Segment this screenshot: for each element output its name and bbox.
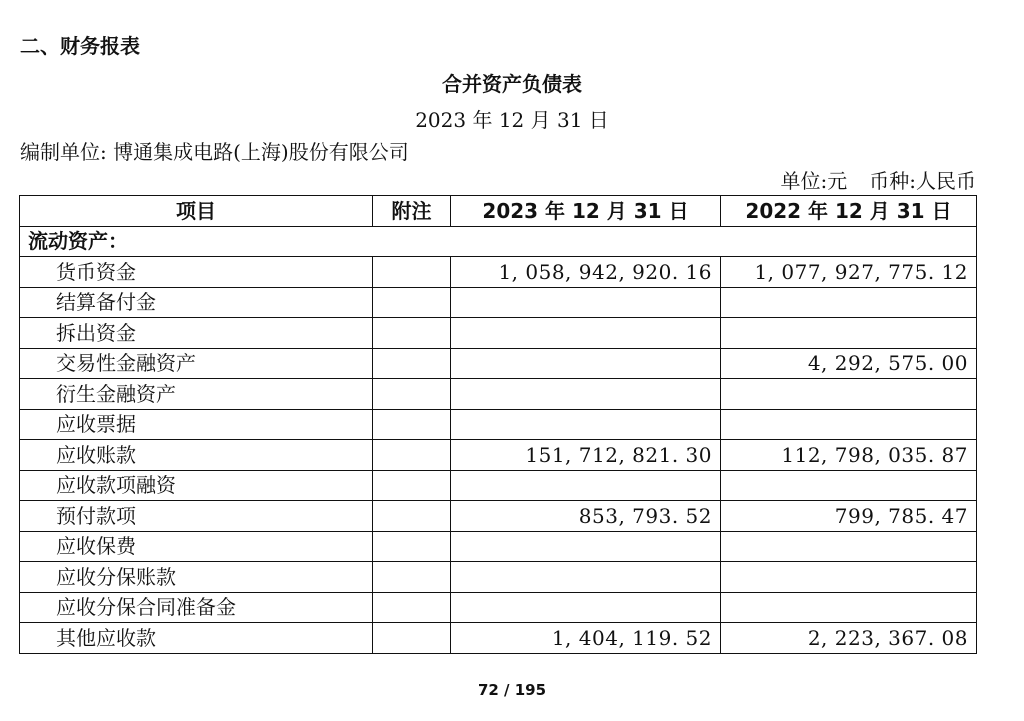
row-value-2022: 4, 292, 575. 00 <box>721 348 977 379</box>
row-note <box>373 440 451 471</box>
row-note <box>373 562 451 593</box>
row-value-2023 <box>451 562 721 593</box>
category-label: 流动资产： <box>20 226 977 257</box>
row-note <box>373 470 451 501</box>
table-row <box>20 257 977 288</box>
row-item: 衍生金融资产 <box>20 379 373 410</box>
row-value-2022 <box>721 562 977 593</box>
table-row <box>20 623 977 654</box>
row-value-2023 <box>451 318 721 349</box>
row-item: 其他应收款 <box>20 623 373 654</box>
row-item: 预付款项 <box>20 501 373 532</box>
row-note <box>373 592 451 623</box>
report-date: 2023 年 12 月 31 日 <box>415 108 609 132</box>
row-note <box>373 531 451 562</box>
row-item: 应收账款 <box>20 440 373 471</box>
page-number: 72 / 195 <box>477 681 547 699</box>
row-item: 交易性金融资产 <box>20 348 373 379</box>
section-heading: 二、财务报表 <box>20 34 140 58</box>
table-row <box>20 562 977 593</box>
row-value-2023 <box>451 592 721 623</box>
row-note <box>373 409 451 440</box>
row-value-2023: 1, 058, 942, 920. 16 <box>451 257 721 288</box>
header-2022: 2022 年 12 月 31 日 <box>721 196 977 227</box>
row-item: 结算备付金 <box>20 287 373 318</box>
entity-line <box>20 138 409 166</box>
report-title: 合并资产负债表 <box>442 72 582 96</box>
row-item: 应收款项融资 <box>20 470 373 501</box>
balance-sheet-table <box>19 195 977 654</box>
row-value-2022 <box>721 318 977 349</box>
row-item: 应收票据 <box>20 409 373 440</box>
row-item: 拆出资金 <box>20 318 373 349</box>
row-item: 应收分保合同准备金 <box>20 592 373 623</box>
row-value-2023: 1, 404, 119. 52 <box>451 623 721 654</box>
row-note <box>373 379 451 410</box>
table-row <box>20 409 977 440</box>
row-value-2022: 799, 785. 47 <box>721 501 977 532</box>
row-value-2023 <box>451 348 721 379</box>
table-row <box>20 470 977 501</box>
table-row <box>20 592 977 623</box>
row-value-2022 <box>721 409 977 440</box>
row-note <box>373 501 451 532</box>
unit-line <box>781 167 977 195</box>
row-value-2023 <box>451 470 721 501</box>
row-item: 应收保费 <box>20 531 373 562</box>
row-value-2022 <box>721 287 977 318</box>
table-row <box>20 379 977 410</box>
table-row <box>20 531 977 562</box>
entity-name: 博通集成电路(上海)股份有限公司 <box>113 140 409 164</box>
table-row <box>20 287 977 318</box>
row-value-2022: 1, 077, 927, 775. 12 <box>721 257 977 288</box>
row-note <box>373 318 451 349</box>
row-value-2022 <box>721 531 977 562</box>
row-note <box>373 257 451 288</box>
row-item: 应收分保账款 <box>20 562 373 593</box>
table-row <box>20 440 977 471</box>
currency-label: 币种:人民币 <box>869 169 976 193</box>
table-row <box>20 348 977 379</box>
row-value-2022 <box>721 470 977 501</box>
row-value-2022: 112, 798, 035. 87 <box>721 440 977 471</box>
row-value-2023: 853, 793. 52 <box>451 501 721 532</box>
table-row <box>20 318 977 349</box>
entity-label: 编制单位: <box>20 140 114 164</box>
row-note <box>373 623 451 654</box>
unit-label: 单位:元 <box>780 169 848 193</box>
row-value-2022 <box>721 592 977 623</box>
row-value-2023 <box>451 409 721 440</box>
table-header-row <box>20 196 977 227</box>
header-2023: 2023 年 12 月 31 日 <box>451 196 721 227</box>
row-value-2022: 2, 223, 367. 08 <box>721 623 977 654</box>
row-value-2022 <box>721 379 977 410</box>
header-item: 项目 <box>20 196 373 227</box>
row-note <box>373 287 451 318</box>
header-note: 附注 <box>373 196 451 227</box>
row-value-2023 <box>451 379 721 410</box>
row-value-2023 <box>451 287 721 318</box>
row-note <box>373 348 451 379</box>
row-value-2023: 151, 712, 821. 30 <box>451 440 721 471</box>
category-row <box>20 226 977 257</box>
row-value-2023 <box>451 531 721 562</box>
table-row <box>20 501 977 532</box>
row-item: 货币资金 <box>20 257 373 288</box>
